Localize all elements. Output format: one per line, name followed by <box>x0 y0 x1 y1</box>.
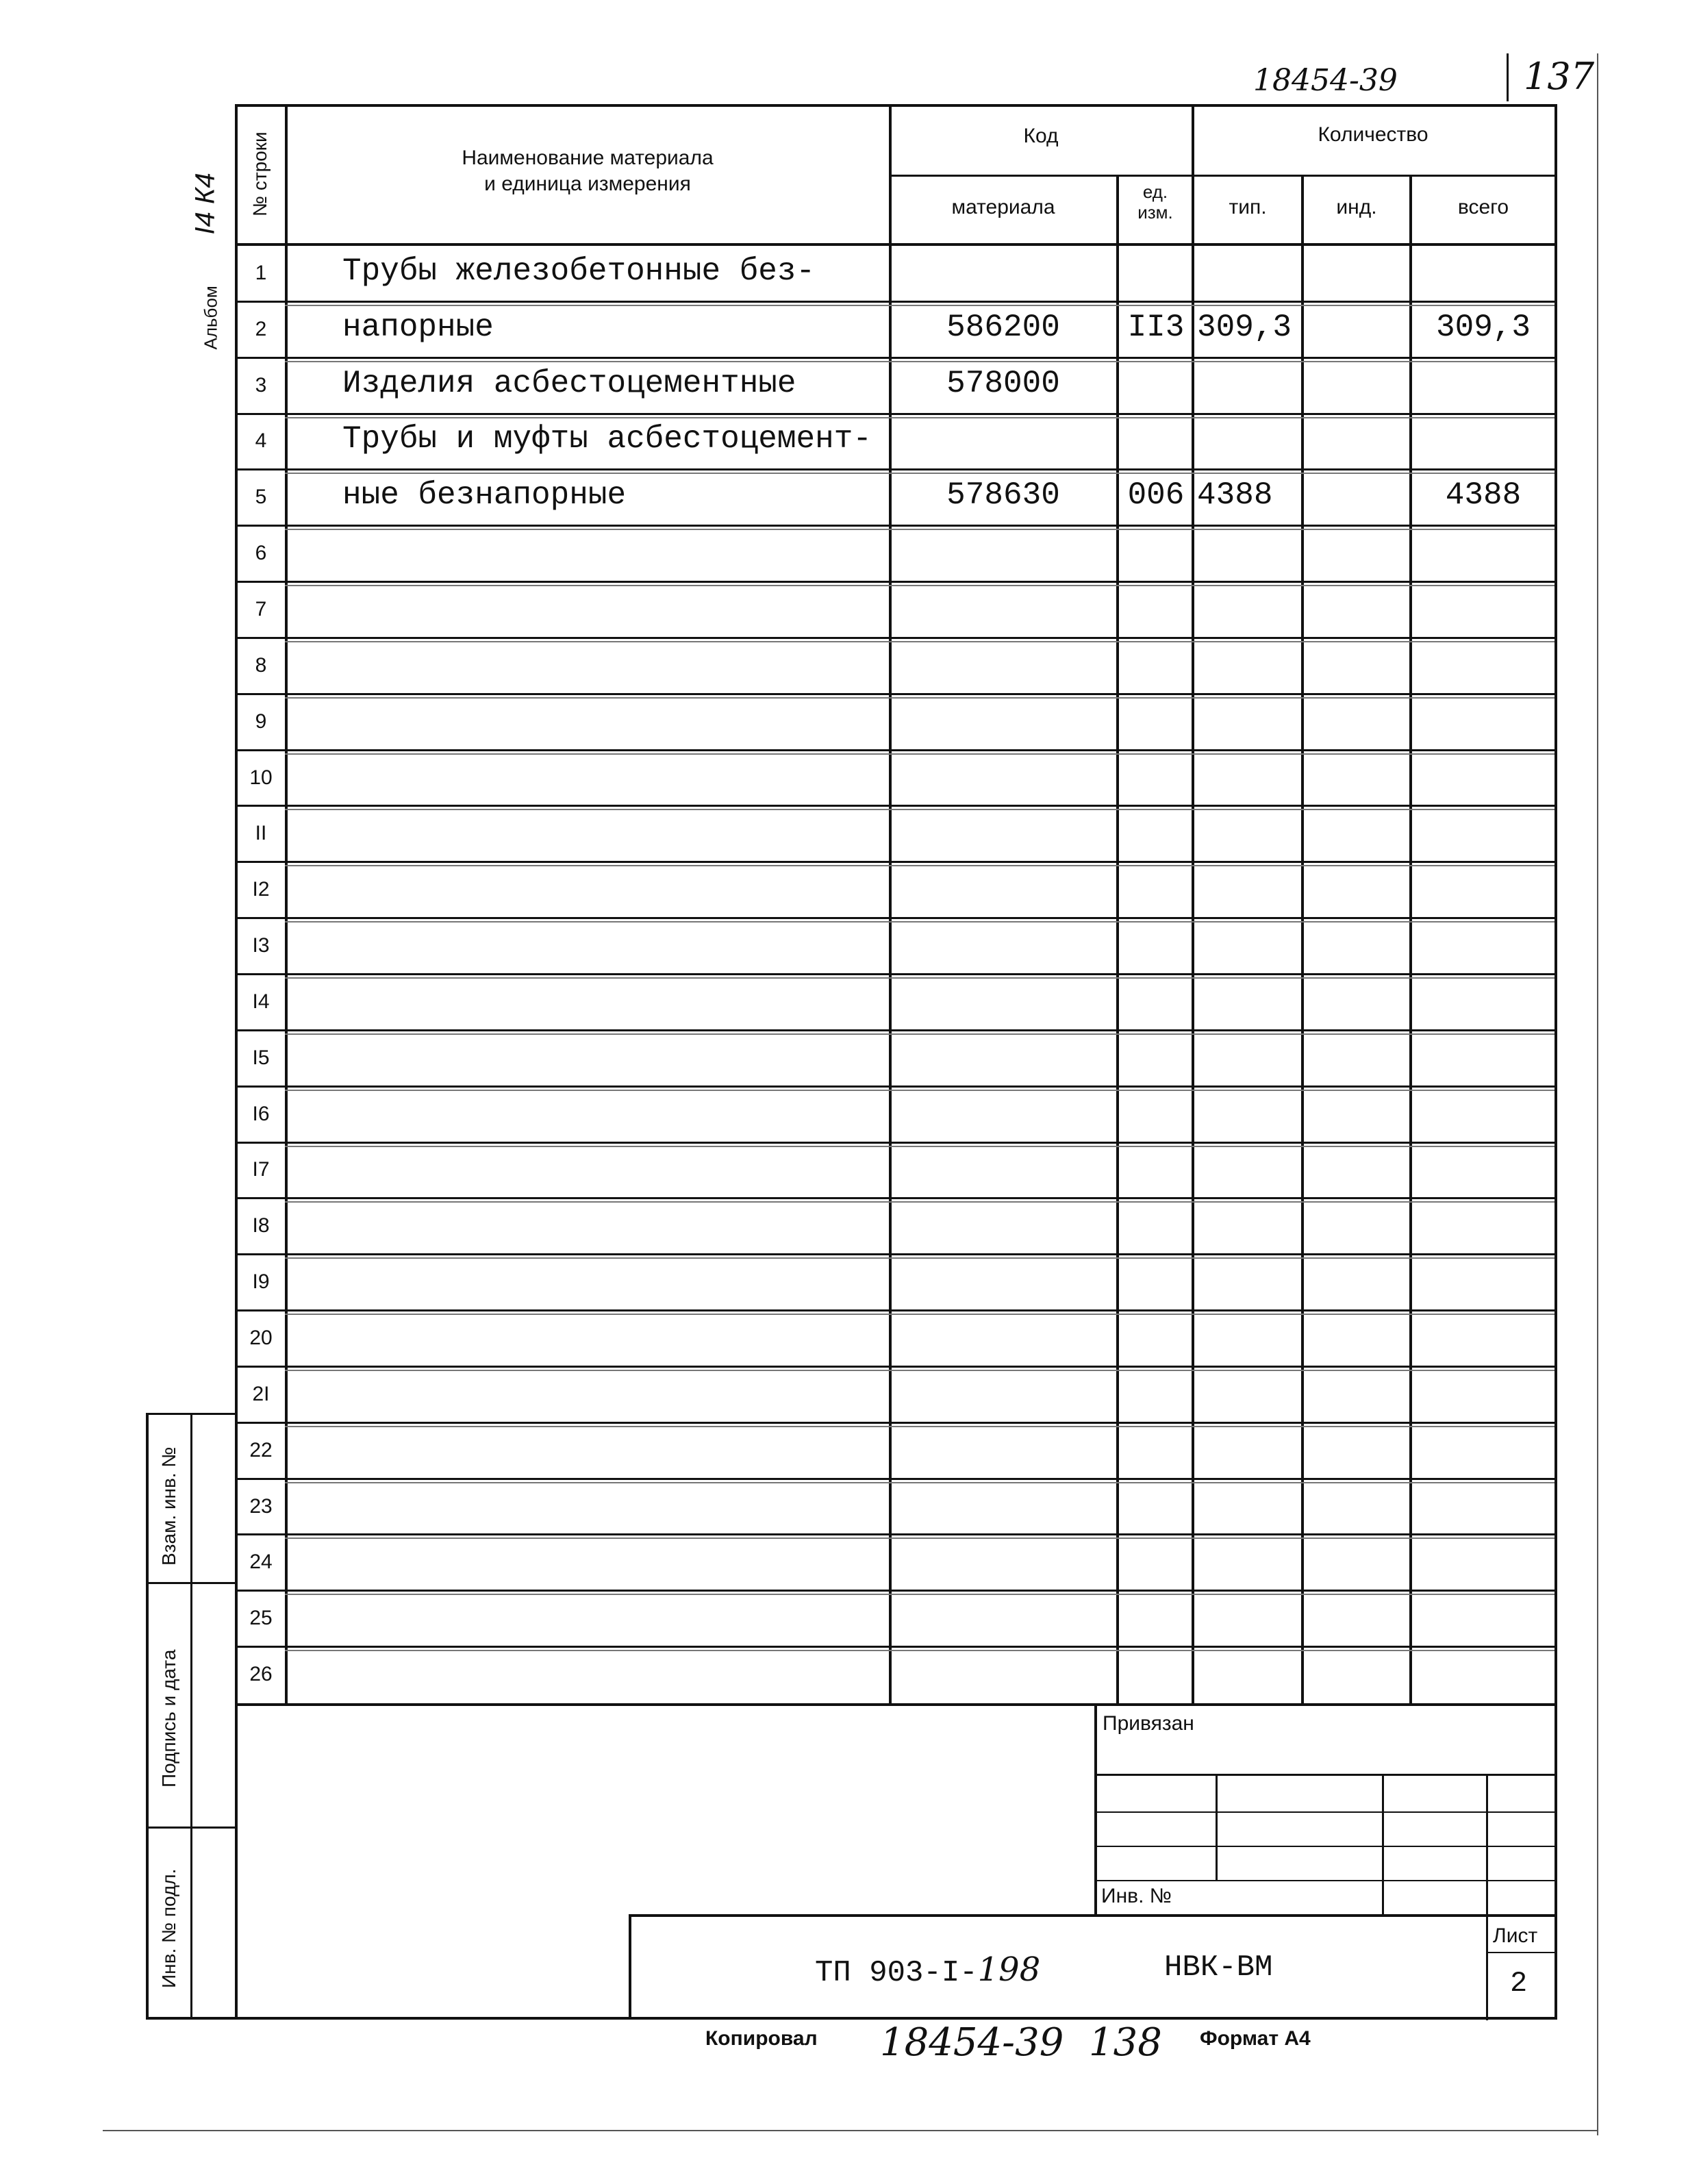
row-divider-shadow <box>285 977 1555 979</box>
row-divider <box>235 581 1557 583</box>
row-number: 6 <box>255 542 267 565</box>
cell-code: 578000 <box>946 365 1060 401</box>
row-divider-shadow <box>285 921 1555 922</box>
col-line-typ <box>1301 175 1304 1703</box>
copied-number: 18454-39 <box>880 2020 1064 2065</box>
header-sub-line <box>889 175 1555 177</box>
cell-total: 4388 <box>1445 477 1522 514</box>
row-divider <box>235 1422 1557 1424</box>
row-divider <box>235 693 1557 695</box>
page-right-edge <box>1597 53 1598 2135</box>
cell-name: Трубы и муфты асбестоцемент- <box>342 421 872 457</box>
cell-unit: II3 <box>1127 309 1185 345</box>
row-divider-shadow <box>285 305 1555 306</box>
side-top-line <box>146 1413 236 1415</box>
row-divider <box>235 1533 1557 1535</box>
side-inner-line <box>190 1413 192 2018</box>
row-number: 4 <box>255 429 267 453</box>
col-line-rowno <box>285 104 288 1703</box>
list-number: 2 <box>1510 1967 1528 2000</box>
row-divider <box>235 973 1557 975</box>
row-divider <box>235 301 1557 303</box>
row-divider-shadow <box>285 1314 1555 1315</box>
cell-unit: 006 <box>1127 477 1185 514</box>
document-code <box>815 1950 1040 1990</box>
row-number: 10 <box>249 766 273 789</box>
row-divider <box>235 1478 1557 1480</box>
header-row-no: № строки <box>249 131 270 216</box>
cell-typ: 4388 <box>1197 477 1273 514</box>
row-divider <box>235 1197 1557 1199</box>
side-line-1 <box>146 1582 236 1584</box>
row-number: 9 <box>255 710 267 733</box>
doc-hand-number: 198 <box>977 1950 1041 1989</box>
row-divider <box>235 1646 1557 1648</box>
album-volume: I4 К4 <box>190 173 221 235</box>
row-divider <box>235 1142 1557 1144</box>
row-divider-shadow <box>285 1033 1555 1035</box>
row-divider-shadow <box>285 417 1555 418</box>
row-divider <box>235 861 1557 863</box>
row-number: I9 <box>252 1270 270 1294</box>
sheet-number-divider <box>1507 53 1509 101</box>
row-divider <box>235 1366 1557 1368</box>
page-bottom-edge <box>103 2130 1598 2131</box>
cell-code: 578630 <box>946 477 1060 514</box>
row-number: 20 <box>249 1327 273 1349</box>
row-divider-shadow <box>285 1537 1555 1539</box>
row-divider <box>235 1253 1557 1255</box>
header-typ: тип. <box>1229 196 1267 218</box>
row-number: I8 <box>252 1214 270 1238</box>
row-divider-shadow <box>285 697 1555 699</box>
list-label: Лист <box>1493 1924 1538 1947</box>
cell-name: Трубы железобетонные без- <box>342 253 816 289</box>
row-divider <box>235 637 1557 639</box>
copied-label: Копировал <box>705 2027 818 2050</box>
row-divider-shadow <box>285 585 1555 586</box>
side-podpis-label: Подпись и дата <box>158 1649 179 1787</box>
stamp-col-2 <box>1382 1774 1384 1916</box>
row-divider-shadow <box>285 473 1555 474</box>
cell-name: ные безнапорные <box>342 477 627 514</box>
row-number: I5 <box>252 1046 270 1069</box>
cell-total: 309,3 <box>1435 309 1531 345</box>
row-divider <box>235 1085 1557 1088</box>
copied-sheet: 138 <box>1089 2020 1162 2065</box>
row-divider-shadow <box>285 865 1555 866</box>
row-number: 22 <box>249 1438 273 1461</box>
row-divider <box>235 749 1557 751</box>
col-line-ind <box>1409 175 1412 1703</box>
header-bottom-line <box>235 243 1557 246</box>
row-number: 24 <box>249 1551 273 1574</box>
header-material: материала <box>951 196 1055 218</box>
row-number: 2I <box>252 1382 270 1405</box>
row-divider <box>235 413 1557 415</box>
col-line-code <box>1116 175 1119 1703</box>
list-sub-line <box>1486 1952 1555 1953</box>
row-number: 26 <box>249 1663 273 1686</box>
row-number: I6 <box>252 1102 270 1125</box>
header-name: Наименование материала и единица измерения <box>462 147 714 195</box>
row-divider-shadow <box>285 529 1555 530</box>
row-divider-shadow <box>285 1650 1555 1651</box>
table-right-border <box>1555 104 1557 2018</box>
col-line-unit <box>1192 104 1194 1703</box>
side-inv-podl-label: Инв. № подл. <box>158 1868 179 1988</box>
row-divider-shadow <box>285 1146 1555 1147</box>
row-divider-shadow <box>285 1201 1555 1203</box>
doc-prefix: ТП 903-I- <box>815 1956 978 1990</box>
stamp-top-line <box>235 1703 1557 1706</box>
row-number: I2 <box>252 878 270 901</box>
row-number: 5 <box>255 486 267 509</box>
row-divider <box>235 1590 1557 1592</box>
row-number: 1 <box>255 261 267 284</box>
row-divider-shadow <box>285 809 1555 810</box>
privyazan-label: Привязан <box>1103 1712 1194 1735</box>
row-number: I3 <box>252 934 270 957</box>
row-divider-shadow <box>285 1482 1555 1483</box>
inv-no-label: Инв. № <box>1101 1885 1172 1907</box>
sheet-number: 137 <box>1524 55 1595 98</box>
row-divider-shadow <box>285 361 1555 362</box>
row-number: 8 <box>255 653 267 677</box>
cell-name: Изделия асбестоцементные <box>342 365 796 401</box>
row-divider-shadow <box>285 1090 1555 1091</box>
document-mark: НВК-ВМ <box>1164 1950 1273 1985</box>
row-divider-shadow <box>285 1426 1555 1427</box>
row-divider <box>235 468 1557 470</box>
side-line-2 <box>146 1827 236 1829</box>
stamp-main-left <box>629 1914 631 2018</box>
header-code: Код <box>1023 125 1059 147</box>
row-divider-shadow <box>285 1594 1555 1595</box>
header-total: всего <box>1457 196 1509 218</box>
cell-code: 586200 <box>946 309 1060 345</box>
row-number: II <box>255 822 267 845</box>
row-divider-shadow <box>285 753 1555 755</box>
row-number: 23 <box>249 1494 273 1518</box>
row-divider-shadow <box>285 1257 1555 1259</box>
row-number: 7 <box>255 598 267 620</box>
format-label: Формат А4 <box>1200 2027 1311 2050</box>
stamp-left-line <box>1094 1703 1097 1916</box>
row-number: 3 <box>255 373 267 397</box>
stamp-line-e <box>629 1914 1557 1917</box>
album-number: 18454-39 <box>1253 63 1398 98</box>
header-ind: инд. <box>1336 196 1377 218</box>
cell-name: напорные <box>342 309 494 345</box>
row-divider <box>235 525 1557 527</box>
table-top-border <box>235 104 1557 107</box>
page-bottom-border <box>146 2017 1557 2020</box>
row-number: I7 <box>252 1158 270 1181</box>
side-vzam-label: Взам. инв. № <box>158 1446 179 1566</box>
row-divider <box>235 805 1557 807</box>
row-divider <box>235 1309 1557 1311</box>
header-quantity: Количество <box>1318 123 1429 146</box>
row-divider-shadow <box>285 1370 1555 1371</box>
header-unit: ед. изм. <box>1137 181 1173 223</box>
cell-typ: 309,3 <box>1197 309 1292 345</box>
row-number: 2 <box>255 317 267 340</box>
row-divider-shadow <box>285 641 1555 642</box>
row-number: I4 <box>252 990 270 1013</box>
side-outer-line <box>146 1413 149 2018</box>
row-divider <box>235 357 1557 359</box>
album-label: Альбом <box>200 286 221 350</box>
stamp-col-3 <box>1486 1774 1488 2020</box>
row-divider <box>235 917 1557 919</box>
row-divider <box>235 1029 1557 1031</box>
stamp-col-1 <box>1216 1774 1218 1880</box>
row-number: 25 <box>249 1607 273 1630</box>
